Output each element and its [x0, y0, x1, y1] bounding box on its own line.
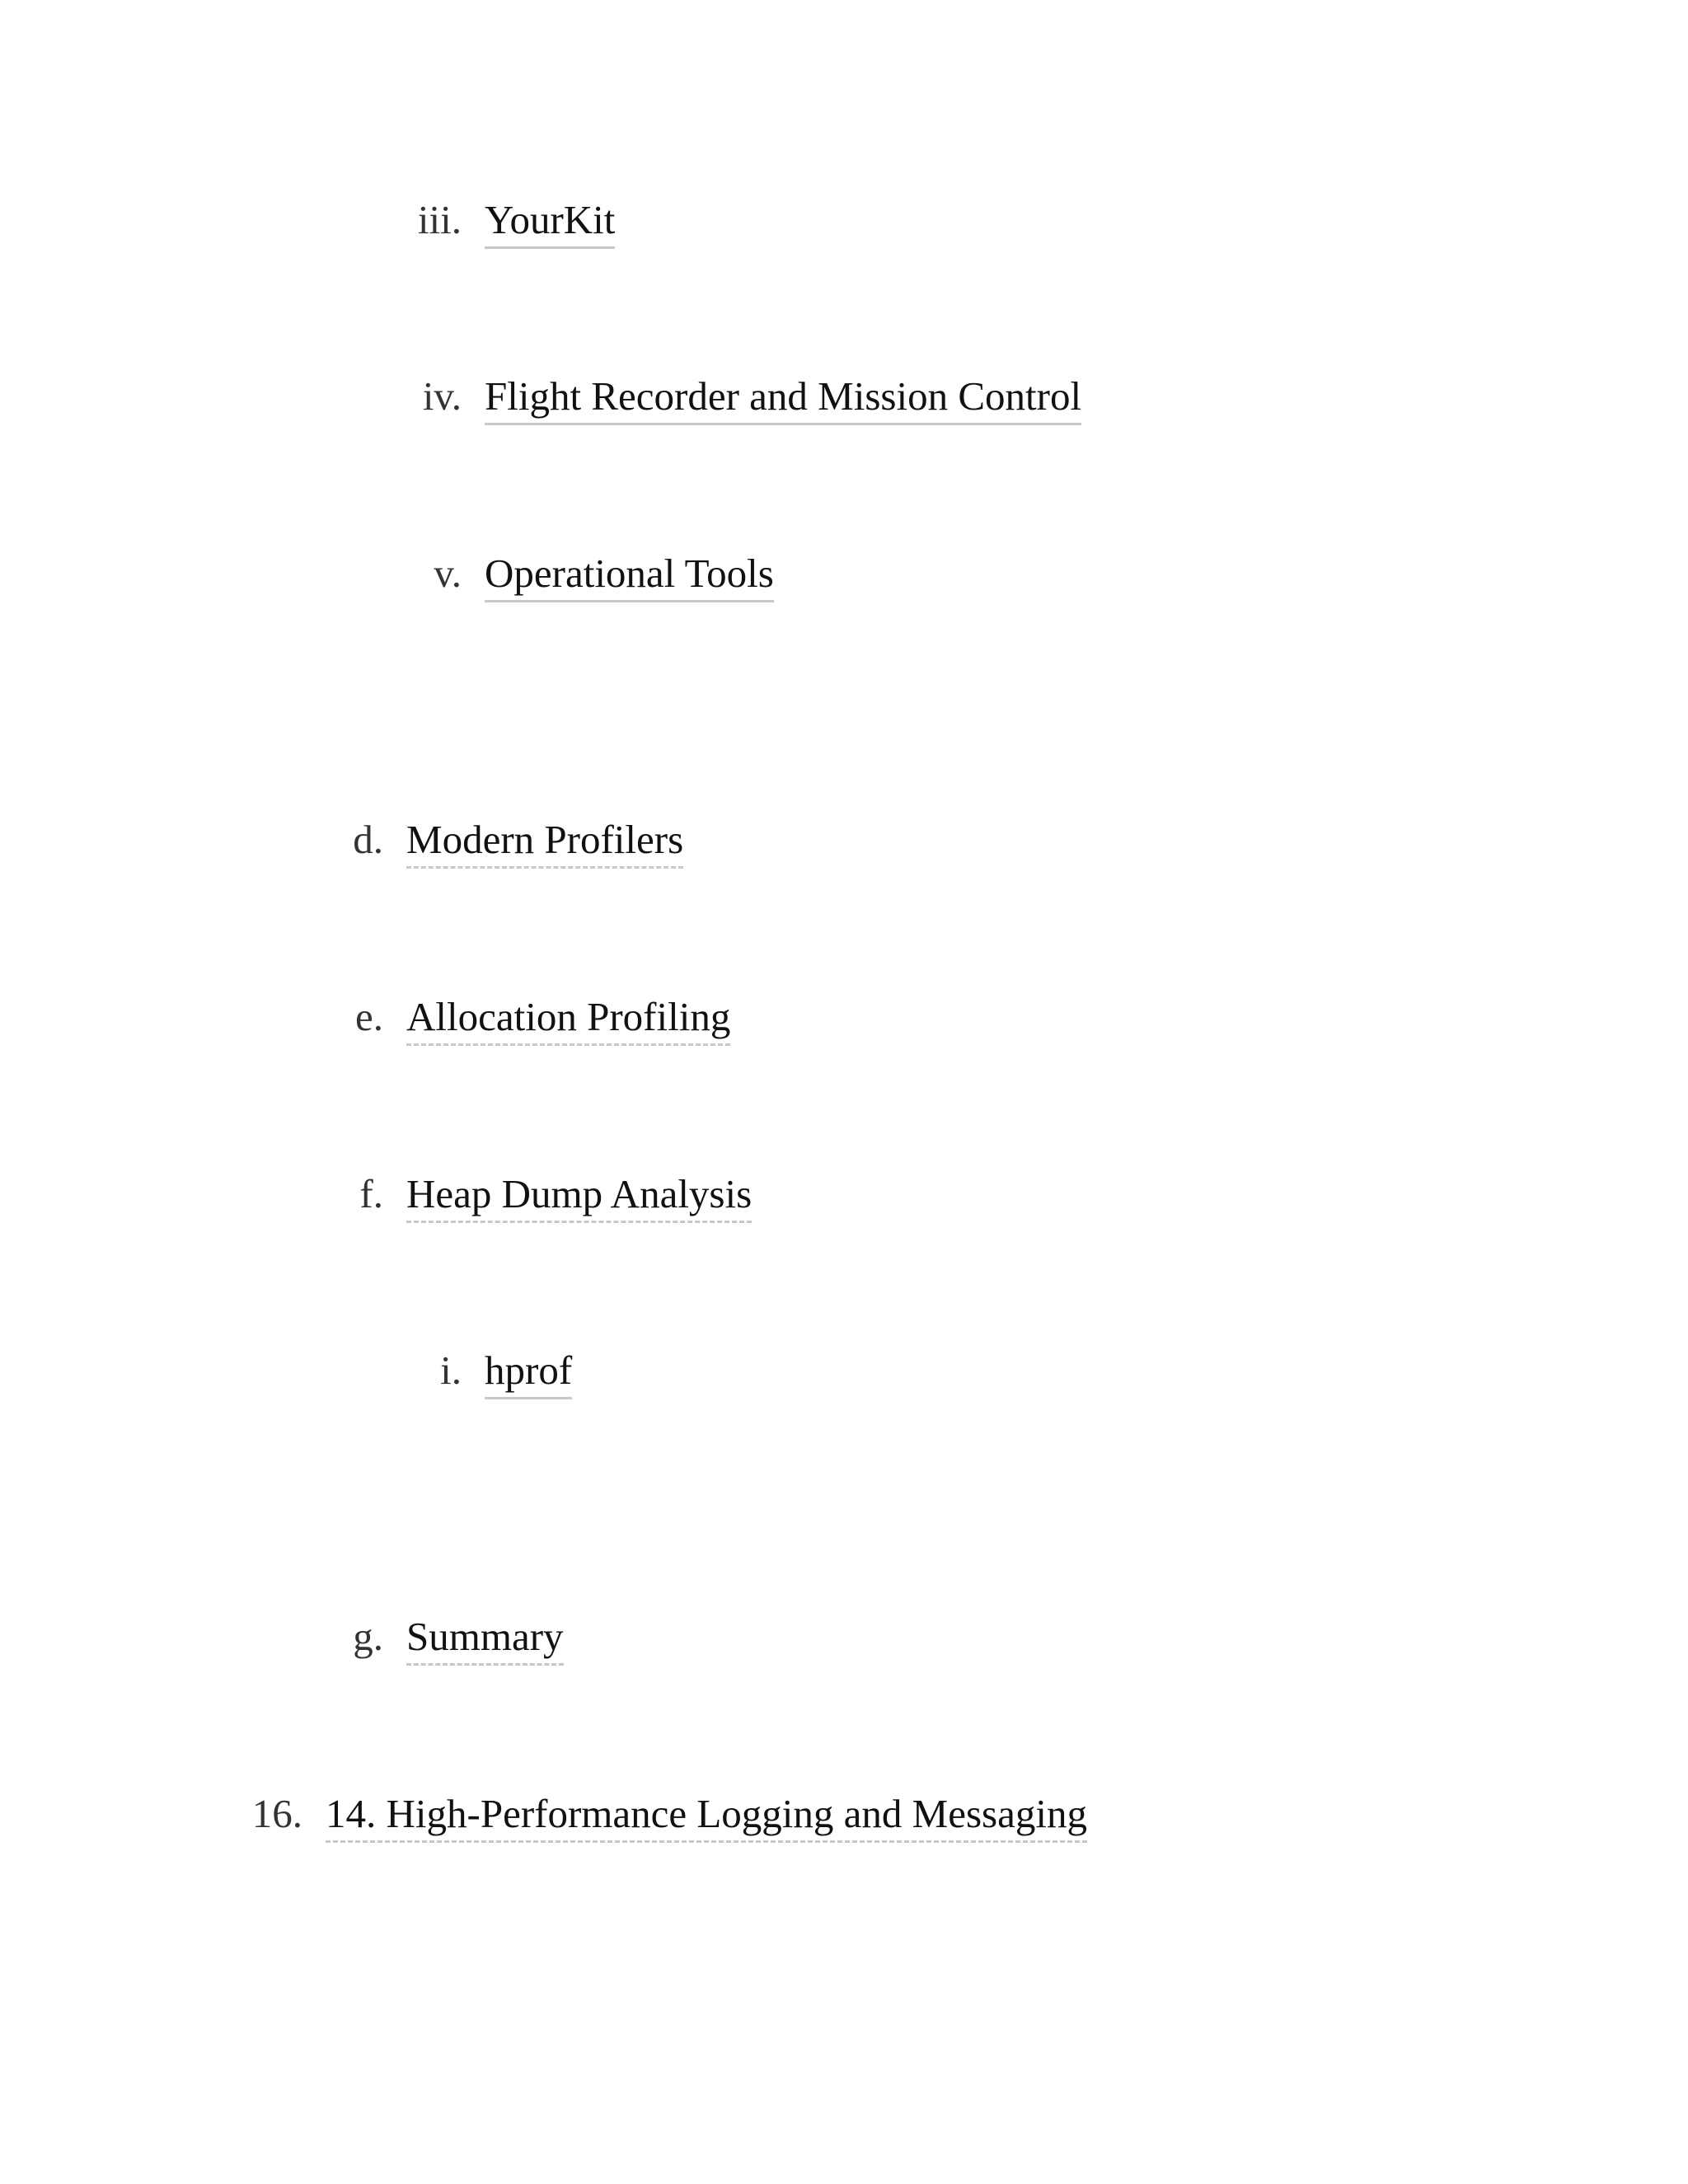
toc-link-operational-tools[interactable]: Operational Tools	[485, 550, 774, 602]
toc-link-hprof[interactable]: hprof	[485, 1347, 572, 1399]
toc-link-summary[interactable]: Summary	[406, 1613, 564, 1666]
toc-entry-allocation-profiling	[317, 993, 730, 1046]
toc-marker: iii.	[417, 197, 462, 242]
toc-entry-flight-recorder	[379, 373, 1081, 425]
toc-entry-hprof	[379, 1347, 572, 1399]
toc-link-modern-profilers[interactable]: Modern Profilers	[406, 816, 683, 869]
toc-marker: d.	[353, 817, 383, 862]
toc-entry-modern-profilers	[317, 816, 683, 869]
toc-entry-yourkit	[379, 196, 615, 249]
toc-marker: 16.	[251, 1791, 302, 1836]
toc-entry-operational-tools	[379, 550, 774, 602]
toc-marker: g.	[353, 1614, 383, 1659]
toc-marker: v.	[434, 551, 462, 596]
toc-link-allocation-profiling[interactable]: Allocation Profiling	[406, 993, 730, 1046]
toc-entry-chapter-14	[228, 1790, 1087, 1843]
toc-marker: iv.	[422, 373, 462, 419]
toc-link-flight-recorder[interactable]: Flight Recorder and Mission Control	[485, 373, 1081, 425]
toc-marker: f.	[359, 1171, 383, 1216]
toc-link-chapter-14[interactable]: 14. High-Performance Logging and Messaging	[326, 1790, 1087, 1843]
toc-marker: i.	[440, 1347, 462, 1393]
toc-link-heap-dump-analysis[interactable]: Heap Dump Analysis	[406, 1170, 752, 1223]
toc-marker: e.	[355, 994, 383, 1039]
toc-entry-summary	[317, 1613, 564, 1666]
toc-link-yourkit[interactable]: YourKit	[485, 196, 615, 249]
toc-entry-heap-dump-analysis	[317, 1170, 752, 1223]
